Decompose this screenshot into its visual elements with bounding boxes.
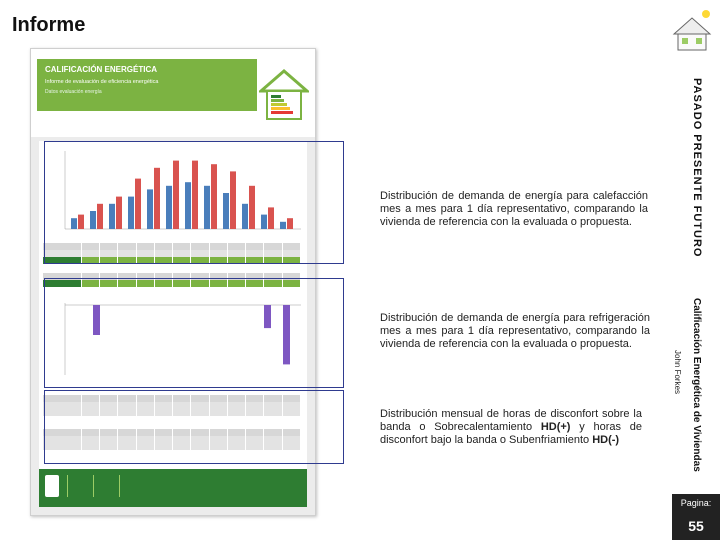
report-header-title: CALIFICACIÓN ENERGÉTICA (45, 65, 157, 74)
connector-discomfort (44, 390, 344, 464)
heating-description: Distribución de demanda de energía para calefacción mes a mes para 1 día representativo, comparando la vivienda de referencia con la evaluada o propuesta. (380, 190, 648, 228)
report-header-note: Datos evaluación energía (45, 89, 102, 95)
energy-house-icon (259, 67, 309, 127)
page-title: Informe (12, 14, 86, 36)
house-sketch-icon (666, 4, 718, 56)
discomfort-description: Distribución mensual de horas de disconfort sobre la banda o Sobrecalentamiento HD(+) y horas de disconfort bajo la banda o Subenfriamiento HD(-) (380, 408, 642, 446)
report-header-band (37, 59, 257, 111)
connector-heating (44, 141, 344, 264)
cooling-description: Distribución de demanda de energía para refrigeración mes a mes para 1 día representativo, comparando la vivienda de referencia con la evaluada o propuesta. (380, 312, 650, 350)
page-label: Pagina: (680, 498, 712, 508)
report-footer (39, 469, 307, 507)
presentation-subtitle: Calificación Energética de Viviendas (691, 298, 702, 472)
author-name: John Forkes (673, 350, 682, 395)
timeline-tabs: PASADO PRESENTE FUTURO (691, 78, 703, 258)
report-header (31, 49, 315, 137)
report-header-subtitle: Informe de evaluación de eficiencia energética (45, 79, 159, 85)
government-logo-icon (45, 475, 59, 497)
connector-cooling (44, 278, 344, 388)
right-sidebar (660, 0, 720, 540)
page-number: 55 (688, 518, 704, 534)
page-indicator (672, 494, 720, 540)
